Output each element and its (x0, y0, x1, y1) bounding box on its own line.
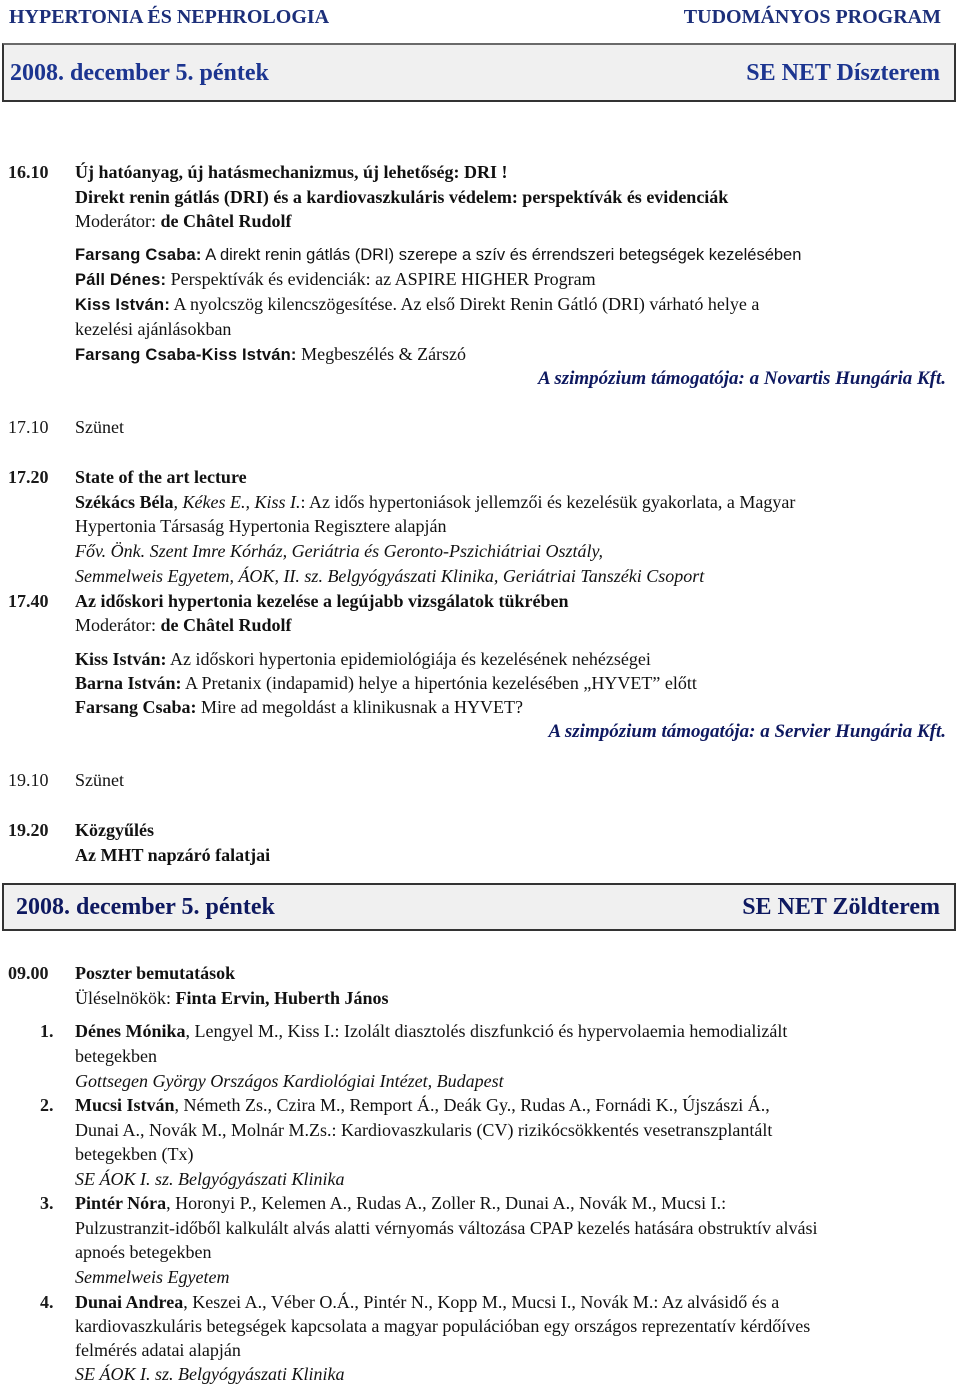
talk-title: Megbeszélés & Zárszó (296, 344, 467, 364)
poster-item (75, 1019, 787, 1043)
sponsor-note: A szimpózium támogatója: a Novartis Hungária Kft. (537, 368, 946, 389)
lecture-presenter: Székács Béla (75, 492, 174, 512)
talk-item (75, 292, 759, 317)
poster-text-cont: betegekben (75, 1046, 157, 1066)
moderator-label: Moderátor: (75, 615, 161, 635)
session-time: 19.20 (8, 820, 49, 840)
poster-author: Dénes Mónika (75, 1021, 186, 1041)
poster-text-cont: Pulzustranzit-időből kalkulált alvás alatti vérnyomás változása CPAP kezelés hatására obstruktív alvási (75, 1218, 818, 1238)
talk-speaker: Farsang Csaba-Kiss István: (75, 346, 297, 364)
moderator-name: de Châtel Rudolf (160, 615, 292, 635)
session-time: 17.40 (8, 591, 49, 611)
talk-item (75, 695, 523, 719)
break-label: Szünet (75, 417, 124, 437)
moderator-name: de Châtel Rudolf (160, 211, 292, 231)
talk-title: Perspektívák és evidenciák: az ASPIRE HIGHER Program (166, 269, 596, 289)
session-title: State of the art lecture (75, 467, 247, 487)
banner-date: 2008. december 5. péntek (16, 894, 275, 920)
poster-text-cont: felmérés adatai alapján (75, 1340, 241, 1360)
day-banner-zoldterem (2, 883, 956, 931)
talk-title: A nyolcszög kilencszögesítése. Az első Direkt Renin Gátló (DRI) várható helye a (170, 294, 760, 314)
talk-title-cont: kezelési ajánlásokban (75, 319, 232, 339)
session-title: Poszter bemutatások (75, 963, 236, 983)
talk-speaker: Páll Dénes: (75, 271, 167, 289)
lecture-authors (75, 490, 795, 514)
poster-text-cont: Dunai A., Novák M., Molnár M.Zs.: Kardiovaszkularis (CV) rizikócsökkentés vesetranszplantált (75, 1120, 773, 1140)
poster-text-cont: kardiovaszkuláris betegségek kapcsolata a magyar populációban egy országos reprezentatív kérdőíves (75, 1316, 811, 1336)
chairs-label: Üléselnökök: (75, 988, 176, 1008)
day-banner-diszterem (2, 43, 956, 102)
lecture-coauthors: , Kékes E., Kiss I. (173, 492, 301, 512)
poster-text-cont: betegekben (Tx) (75, 1144, 194, 1164)
poster-affiliation: Semmelweis Egyetem (75, 1267, 230, 1287)
poster-affiliation: SE ÁOK I. sz. Belgyógyászati Klinika (75, 1364, 345, 1384)
talk-speaker: Farsang Csaba: (75, 246, 202, 264)
poster-text-cont: apnoés betegekben (75, 1242, 212, 1262)
lecture-title: : Az idős hypertoniások jellemzői és kezelésük gyakorlata, a Magyar (300, 492, 796, 512)
talk-item (75, 647, 651, 671)
session-title: Az időskori hypertonia kezelése a legújabb vizsgálatok tükrében (75, 591, 569, 611)
talk-title: A Pretanix (indapamid) helye a hipertónia kezelésében „HYVET” előtt (181, 673, 697, 693)
talk-speaker: Kiss István: (75, 296, 171, 314)
banner-room: SE NET Díszterem (746, 60, 940, 86)
session-subtitle: Direkt renin gátlás (DRI) és a kardiovaszkuláris védelem: perspektívák és evidenciák (75, 187, 729, 207)
talk-title: A direkt renin gátlás (DRI) szerepe a szív és érrendszeri betegségek kezelésében (201, 246, 802, 264)
talk-item (75, 342, 466, 367)
break-label: Szünet (75, 770, 124, 790)
banner-room: SE NET Zöldterem (742, 894, 940, 920)
poster-author: Dunai Andrea (75, 1292, 184, 1312)
session-time: 09.00 (8, 963, 49, 983)
talk-item (75, 671, 697, 695)
poster-author: Mucsi István (75, 1095, 175, 1115)
affiliation: Főv. Önk. Szent Imre Kórház, Geriátria és Geronto-Pszichiátriai Osztály, (75, 541, 603, 561)
poster-item (75, 1093, 770, 1117)
talk-speaker: Farsang Csaba: (75, 697, 197, 717)
poster-item (75, 1191, 726, 1215)
poster-number: 1. (40, 1021, 54, 1041)
poster-number: 2. (40, 1095, 54, 1115)
poster-number: 4. (40, 1292, 54, 1312)
talk-title: Az időskori hypertonia epidemiológiája és kezelésének nehézségei (166, 649, 651, 669)
chairs-names: Finta Ervin, Huberth János (175, 988, 389, 1008)
lecture-title-cont: Hypertonia Társaság Hypertonia Regisztere alapján (75, 516, 447, 536)
sponsor-note: A szimpózium támogatója: a Servier Hungária Kft. (548, 721, 946, 742)
poster-item (75, 1290, 779, 1314)
chairs-line (75, 986, 389, 1010)
poster-text: , Keszei A., Véber O.Á., Pintér N., Kopp M., Mucsi I., Novák M.: Az alvásidő és a (183, 1292, 780, 1312)
poster-number: 3. (40, 1193, 54, 1213)
header-left: HYPERTONIA ÉS NEPHROLOGIA (9, 6, 330, 28)
break-time: 17.10 (8, 417, 49, 437)
header-right: TUDOMÁNYOS PROGRAM (683, 6, 941, 28)
moderator-line (75, 209, 292, 233)
poster-author: Pintér Nóra (75, 1193, 167, 1213)
poster-affiliation: SE ÁOK I. sz. Belgyógyászati Klinika (75, 1169, 345, 1189)
poster-text: , Németh Zs., Czira M., Remport Á., Deák Gy., Rudas A., Fornádi K., Újszászi Á., (174, 1095, 770, 1115)
poster-text: , Horonyi P., Kelemen A., Rudas A., Zoller R., Dunai A., Novák M., Mucsi I.: (166, 1193, 727, 1213)
session-time: 16.10 (8, 162, 49, 182)
session-time: 17.20 (8, 467, 49, 487)
talk-speaker: Barna István: (75, 673, 182, 693)
poster-affiliation: Gottsegen György Országos Kardiológiai Intézet, Budapest (75, 1071, 504, 1091)
talk-title: Mire ad megoldást a klinikusnak a HYVET? (196, 697, 523, 717)
session-title: Új hatóanyag, új hatásmechanizmus, új lehetőség: DRI ! (75, 162, 508, 182)
banner-date: 2008. december 5. péntek (10, 60, 269, 86)
moderator-label: Moderátor: (75, 211, 161, 231)
session-title: Közgyűlés (75, 820, 154, 840)
talk-speaker: Kiss István: (75, 649, 167, 669)
talk-item (75, 242, 801, 267)
poster-text: , Lengyel M., Kiss I.: Izolált diasztolés diszfunkció és hypervolaemia hemodializált (185, 1021, 788, 1041)
affiliation: Semmelweis Egyetem, ÁOK, II. sz. Belgyógyászati Klinika, Geriátriai Tanszéki Csoport (75, 566, 705, 586)
talk-item (75, 267, 596, 292)
moderator-line (75, 613, 292, 637)
session-subtitle: Az MHT napzáró falatjai (75, 845, 271, 865)
break-time: 19.10 (8, 770, 49, 790)
